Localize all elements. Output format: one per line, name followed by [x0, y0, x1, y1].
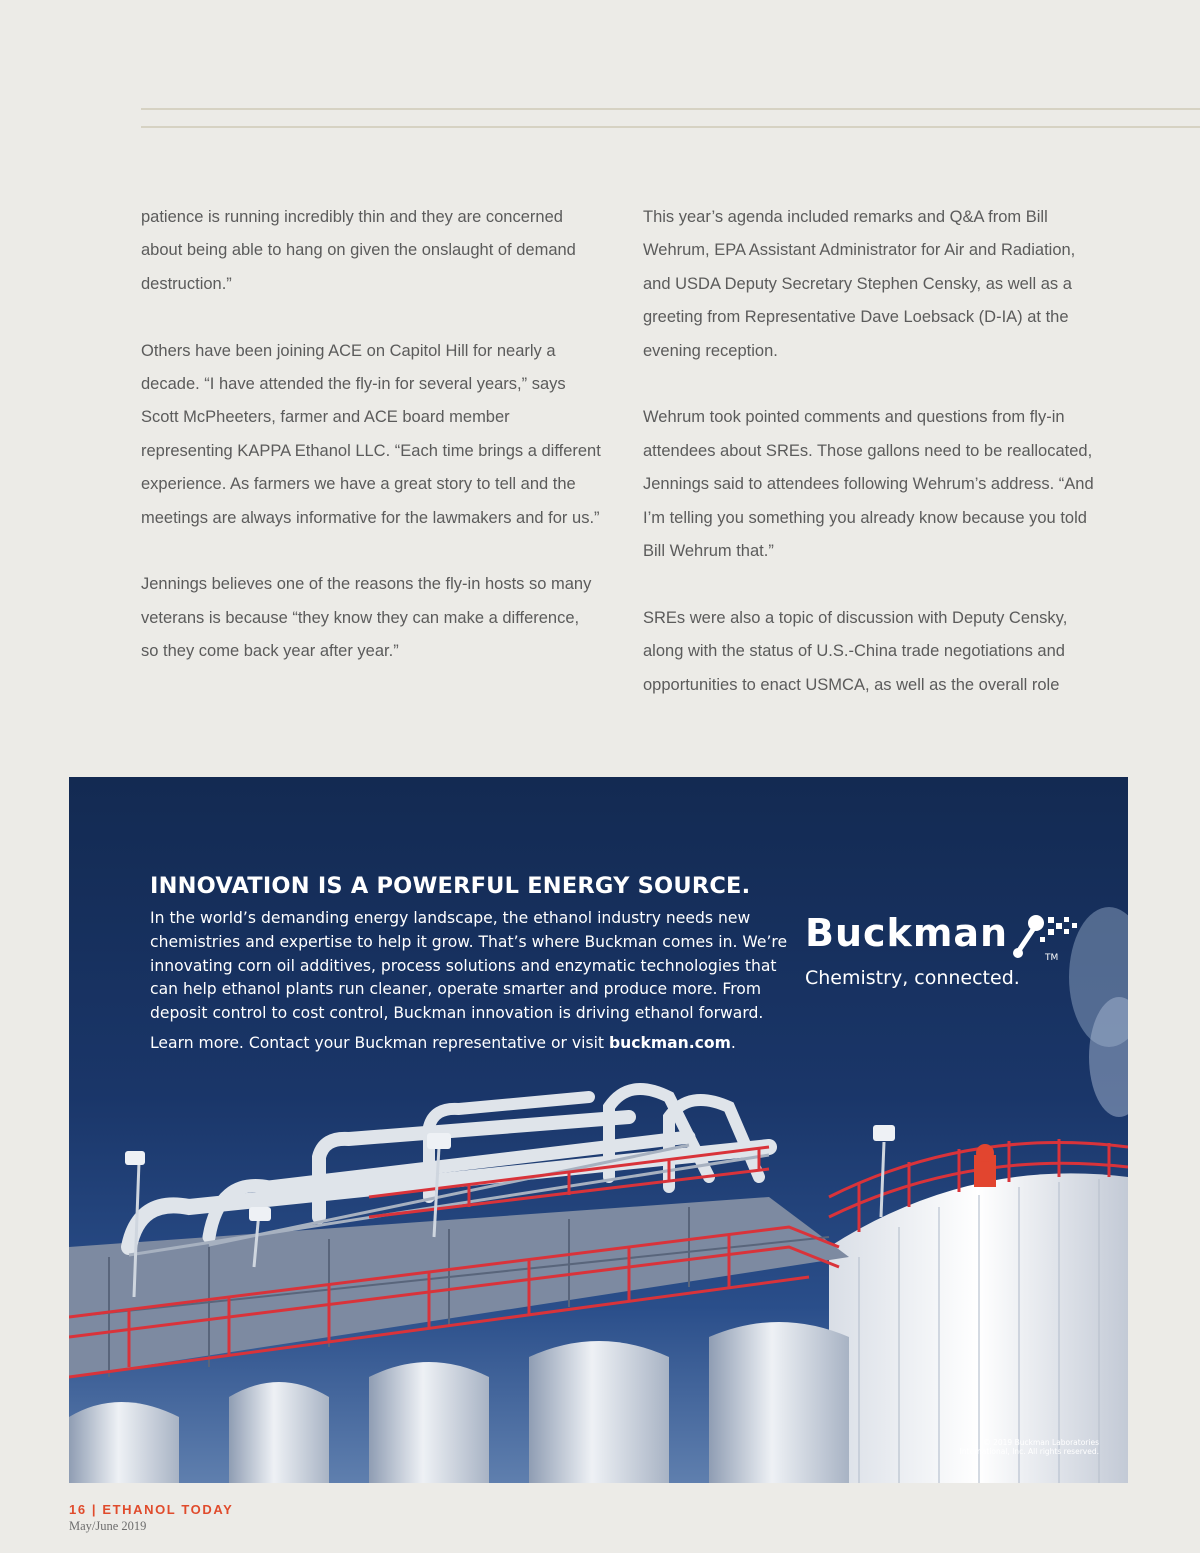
copyright-line: © 2019 Buckman Laboratories: [983, 1438, 1099, 1447]
ad-copyright: [879, 1438, 1099, 1456]
ad-call-to-action: [150, 1034, 736, 1052]
buckman-advertisement[interactable]: [69, 777, 1128, 1483]
logo-tagline: Chemistry, connected.: [805, 967, 1020, 989]
paragraph: Others have been joining ACE on Capitol Hill for nearly a decade. “I have attended the fly-in for several years,” says Scott McPheeters, farmer and ACE board member representing KAPPA Ethanol LLC. “Each time brings a different experience. As farmers we have a great story to tell and the meetings are always informative for the lawmakers and for us.”: [141, 341, 601, 527]
paragraph: SREs were also a topic of discussion with Deputy Censky, along with the status of U.S.-China trade negotiations and opportunities to enact USMCA, as well as the overall role: [643, 608, 1068, 694]
paragraph: patience is running incredibly thin and they are concerned about being able to hang on given the onslaught of demand destruction.”: [141, 208, 576, 293]
header-rule-bottom: [141, 126, 1200, 128]
copyright-line: International, Inc. All rights reserved.: [959, 1447, 1099, 1456]
cta-text: Learn more. Contact your Buckman representative or visit: [150, 1034, 609, 1052]
cta-period: .: [730, 1034, 736, 1052]
header-rule-top: [141, 108, 1200, 110]
ad-headline: INNOVATION IS A POWERFUL ENERGY SOURCE.: [150, 873, 751, 899]
page-folio: 16 | ETHANOL TODAY: [69, 1502, 234, 1517]
article-column-right: [643, 201, 1103, 735]
buckman-link[interactable]: buckman.com: [608, 1034, 731, 1052]
ad-body-copy: In the world’s demanding energy landscape, the ethanol industry needs new chemistries and expertise to help it grow. That’s where Buckman comes in. We’re innovating corn oil additives, process solutions and enzymatic technologies that can help ethanol plants run cleaner, operate smarter and produce more. From deposit control to cost control, Buckman innovation is driving ethanol forward.: [150, 909, 788, 1023]
logo-wordmark: Buckman: [805, 911, 1009, 955]
article-column-left: [141, 201, 601, 702]
buckman-logo: [803, 911, 1083, 1001]
paragraph: This year’s agenda included remarks and Q&A from Bill Wehrum, EPA Assistant Administrator for Air and Radiation, and USDA Deputy Secretary Stephen Censky, as well as a greeting from Representative Dave Loebsack (D-IA) at the evening reception.: [643, 208, 1076, 360]
paragraph: Wehrum took pointed comments and questions from fly-in attendees about SREs. Those gallons need to be reallocated, Jennings said to attendees following Wehrum’s address. “And I’m telling you something you already know because you told Bill Wehrum that.”: [643, 408, 1094, 561]
trademark-mark: TM: [1045, 953, 1059, 963]
paragraph: Jennings believes one of the reasons the fly-in hosts so many veterans is because “they know they can make a difference, so they come back year after year.”: [141, 575, 592, 661]
issue-date: May/June 2019: [69, 1519, 147, 1533]
